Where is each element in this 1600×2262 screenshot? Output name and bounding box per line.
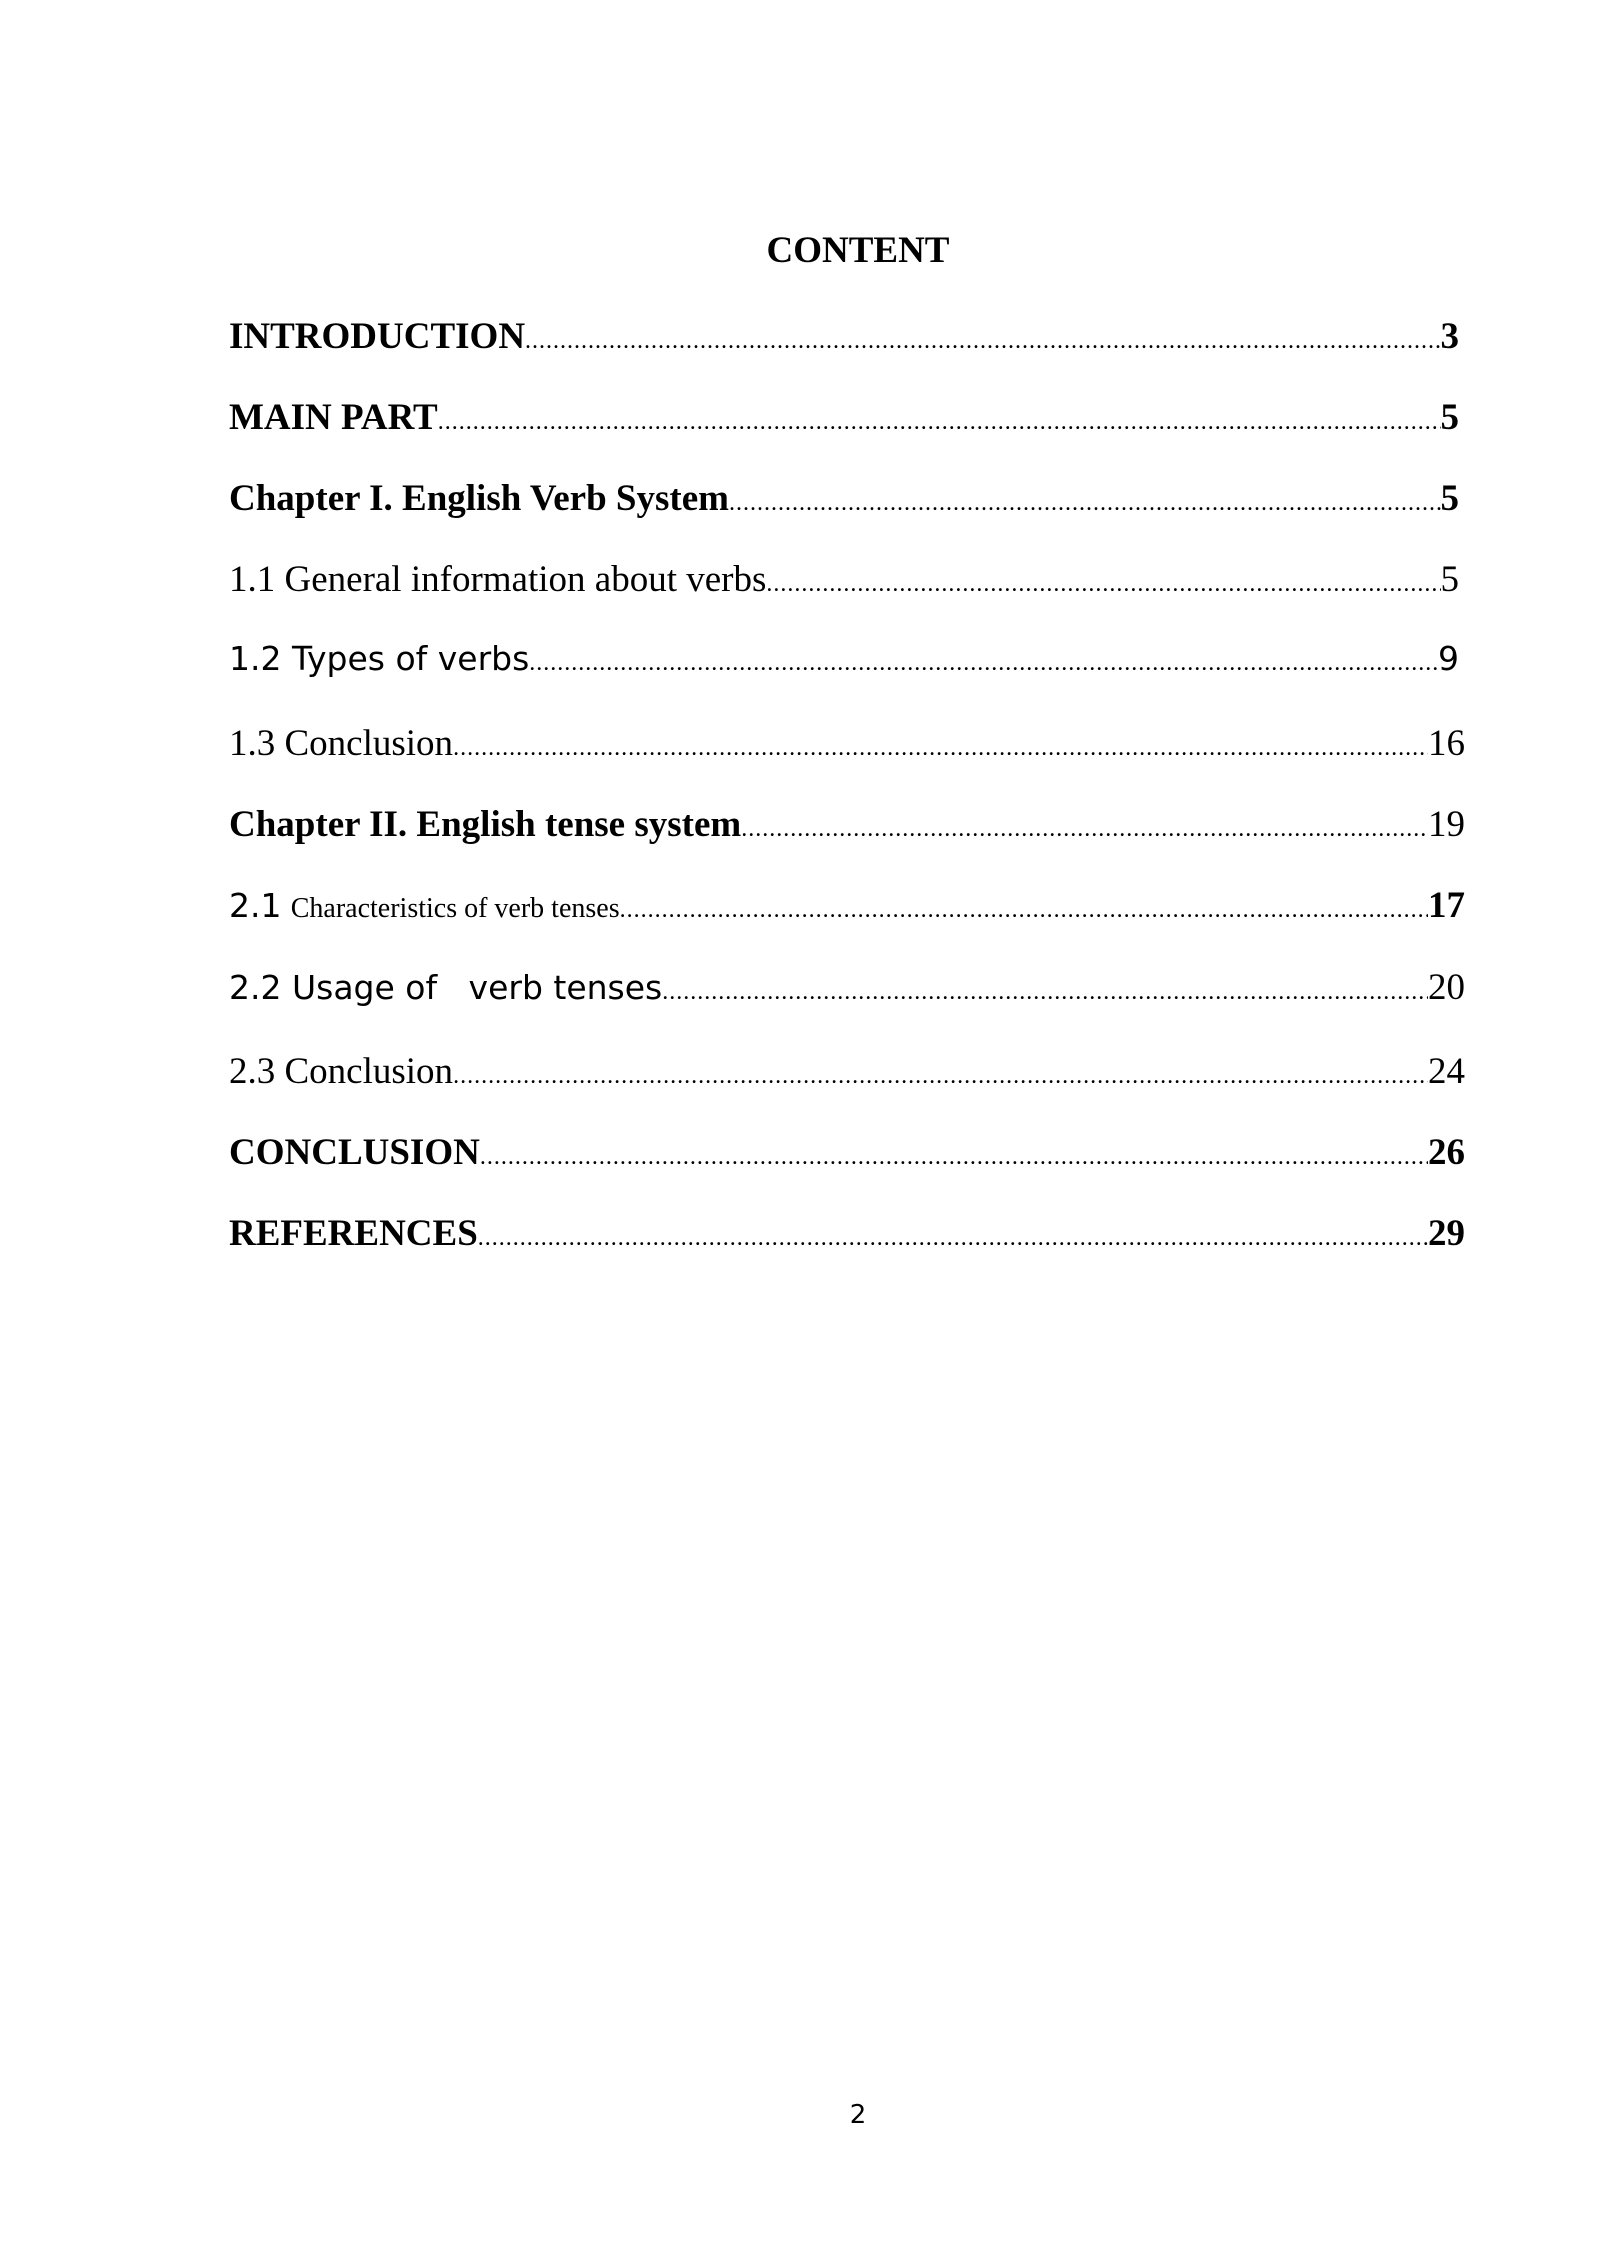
toc-label: 2.3 Conclusion <box>229 1051 454 1092</box>
toc-entry-main-part[interactable] <box>229 396 1459 439</box>
toc-leader-dots <box>453 736 1428 760</box>
toc-entry-1-3[interactable] <box>229 722 1465 765</box>
toc-label: Chapter II. English tense system <box>229 804 742 845</box>
toc-page-number: 19 <box>1428 804 1465 845</box>
toc-leader-dots <box>478 1226 1428 1250</box>
toc-leader-dots <box>480 1145 1428 1169</box>
toc-leader-dots <box>529 651 1438 675</box>
toc-page-number: 3 <box>1440 316 1459 357</box>
toc-page-number: 17 <box>1428 885 1465 926</box>
toc-entry-chapter-1[interactable] <box>229 477 1459 520</box>
toc-entry-2-2[interactable] <box>229 966 1465 1009</box>
toc-page-number: 24 <box>1428 1051 1465 1092</box>
toc-label: 1.3 Conclusion <box>229 723 454 764</box>
toc-entry-references[interactable] <box>229 1212 1465 1255</box>
toc-page-number: 5 <box>1440 559 1459 600</box>
toc-page-number: 5 <box>1440 478 1459 519</box>
toc-label: MAIN PART <box>229 397 438 438</box>
page-number-footer: 2 <box>849 2100 867 2130</box>
toc-page-number: 26 <box>1428 1132 1465 1173</box>
toc-entry-1-2[interactable] <box>229 639 1459 678</box>
toc-entry-conclusion[interactable] <box>229 1131 1465 1174</box>
toc-leader-dots <box>620 898 1428 922</box>
toc-entry-2-1[interactable] <box>229 884 1465 927</box>
toc-leader-dots <box>453 1064 1428 1088</box>
toc-label: INTRODUCTION <box>229 316 526 357</box>
toc-leader-dots <box>729 491 1441 515</box>
toc-entry-introduction[interactable] <box>229 315 1459 358</box>
toc-leader-dots <box>662 980 1428 1004</box>
page-title: CONTENT <box>766 230 950 271</box>
toc-label: Chapter I. English Verb System <box>229 478 729 519</box>
toc-label: REFERENCES <box>229 1213 478 1254</box>
toc-entry-chapter-2[interactable] <box>229 803 1465 846</box>
toc-label: CONCLUSION <box>229 1132 480 1173</box>
toc-leader-dots <box>438 410 1441 434</box>
toc-label <box>229 884 620 927</box>
toc-leader-dots <box>741 817 1428 841</box>
toc-page-number: 29 <box>1428 1213 1465 1254</box>
toc-entry-1-1[interactable] <box>229 558 1459 601</box>
toc-leader-dots <box>525 329 1440 353</box>
toc-leader-dots <box>766 572 1440 596</box>
toc-label: 1.1 General information about verbs <box>229 559 767 600</box>
toc-page-number: 20 <box>1428 967 1465 1008</box>
toc-page-number: 9 <box>1438 639 1459 678</box>
toc-page-number: 5 <box>1440 397 1459 438</box>
toc-label: 2.2 Usage of verb tenses <box>229 968 663 1007</box>
toc-label-prefix: 2.1 <box>229 886 282 925</box>
toc-label-text: Characteristics of verb tenses <box>290 893 620 924</box>
toc-label: 1.2 Types of verbs <box>229 639 530 678</box>
toc-page-number: 16 <box>1428 723 1465 764</box>
toc-entry-2-3[interactable] <box>229 1050 1465 1093</box>
